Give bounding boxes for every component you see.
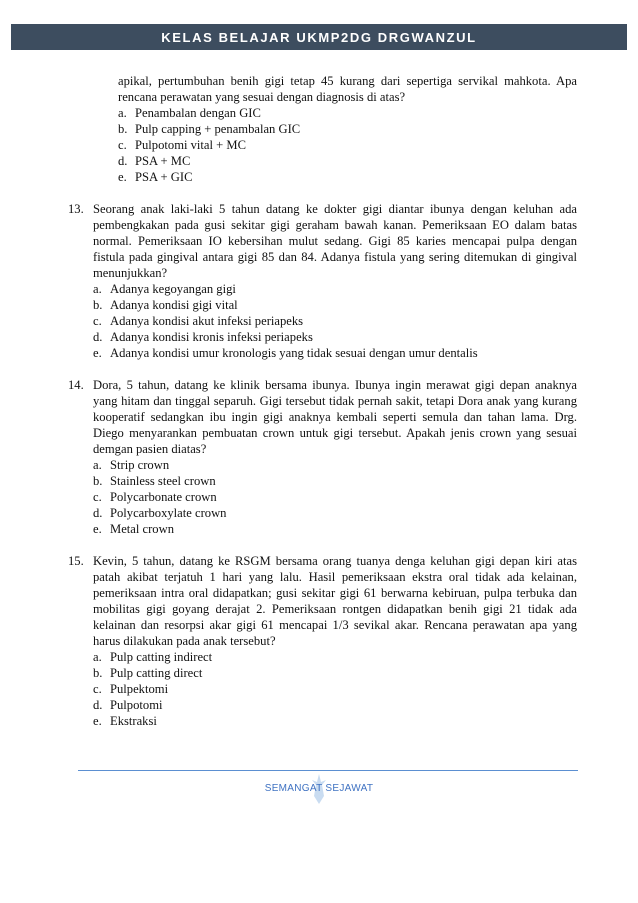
option-letter: a. [93, 458, 102, 472]
question-number: 13. [68, 202, 84, 216]
option-letter: d. [93, 698, 103, 712]
option-c [93, 313, 577, 329]
document-content [68, 73, 577, 745]
option-d [93, 505, 577, 521]
question-stem: Dora, 5 tahun, datang ke klinik bersama ibunya. Ibunya ingin merawat gigi depan anaknya yang hitam dan tinggal separuh. Gigi tersebut tidak pernah sakit, tetapi Dora anak yang kurang kooperatif sedangkan ibu ingin gigi anaknya kembali seperti semula dan tahan lama. Drg. Diego menyarankan pembuatan crown untuk gigi tersebut. Apakah jenis crown yang sesuai demgan pasien diatas? [93, 378, 577, 456]
option-text: Adanya kegoyangan gigi [110, 282, 236, 296]
option-e [93, 345, 577, 361]
option-a [93, 649, 577, 665]
option-text: Adanya kondisi umur kronologis yang tidak sesuai dengan umur dentalis [110, 346, 478, 360]
option-letter: a. [118, 106, 127, 120]
question-stem: apikal, pertumbuhan benih gigi tetap 45 kurang dari sepertiga servikal mahkota. Apa rencana perawatan yang sesuai dengan diagnosis di atas? [118, 74, 577, 104]
option-text: Polycarbonate crown [110, 490, 217, 504]
option-text: Pulp catting indirect [110, 650, 213, 664]
option-text: Pulpotomi vital + MC [135, 138, 247, 152]
option-letter: e. [93, 522, 102, 536]
question-number: 15. [68, 554, 84, 568]
option-letter: b. [93, 474, 103, 488]
option-letter: e. [93, 714, 102, 728]
option-letter: c. [93, 682, 102, 696]
option-letter: e. [93, 346, 102, 360]
option-text: Stainless steel crown [110, 474, 216, 488]
footer-divider [78, 770, 578, 771]
option-text: Pulpotomi [110, 698, 163, 712]
option-letter: c. [93, 490, 102, 504]
option-letter: c. [118, 138, 127, 152]
option-letter: d. [118, 154, 128, 168]
option-text: PSA + MC [135, 154, 191, 168]
option-letter: e. [118, 170, 127, 184]
option-b [93, 297, 577, 313]
option-a [93, 281, 577, 297]
option-text: Pulp capping + penambalan GIC [135, 122, 301, 136]
question-stem: Kevin, 5 tahun, datang ke RSGM bersama orang tuanya denga keluhan gigi depan kiri atas patah akibat terjatuh 1 hari yang lalu. Hasil pemeriksaan ekstra oral tidak ada kelainan, pemeriksaan intra oral didapatkan; gusi sekitar gigi 61 berwarna kebiruan, pulpa terbuka dan mobilitas gigi goyang derajat 2. Pemeriksaan rontgen didapatkan benih gigi 21 tidak ada kelainan dan resorpsi akar gigi 61 mencapai 1/3 sevikal akar. Rencana perawatan apa yang harus dilakukan pada anak tersebut? [93, 554, 577, 648]
option-text: Strip crown [110, 458, 170, 472]
question-number: 14. [68, 378, 84, 392]
question-13 [68, 201, 577, 361]
option-text: Penambalan dengan GIC [135, 106, 261, 120]
question-12-continuation [93, 73, 577, 185]
option-a [93, 457, 577, 473]
option-letter: b. [93, 298, 103, 312]
option-c [93, 489, 577, 505]
option-letter: d. [93, 506, 103, 520]
option-letter: b. [118, 122, 128, 136]
option-letter: a. [93, 650, 102, 664]
option-a [118, 105, 577, 121]
option-text: Metal crown [110, 522, 174, 536]
option-letter: c. [93, 314, 102, 328]
option-b [93, 665, 577, 681]
option-d [93, 697, 577, 713]
option-text: Pulpektomi [110, 682, 169, 696]
option-b [93, 473, 577, 489]
option-b [118, 121, 577, 137]
option-c [118, 137, 577, 153]
option-e [93, 521, 577, 537]
option-text: Adanya kondisi akut infeksi periapeks [110, 314, 304, 328]
option-e [118, 169, 577, 185]
option-text: Polycarboxylate crown [110, 506, 227, 520]
header-bar [11, 24, 627, 50]
option-letter: b. [93, 666, 103, 680]
option-d [118, 153, 577, 169]
option-e [93, 713, 577, 729]
footer-text: SEMANGAT SEJAWAT [264, 783, 374, 794]
question-14 [68, 377, 577, 537]
option-c [93, 681, 577, 697]
option-d [93, 329, 577, 345]
option-text: Adanya kondisi gigi vital [110, 298, 238, 312]
option-letter: d. [93, 330, 103, 344]
option-letter: a. [93, 282, 102, 296]
option-text: PSA + GIC [135, 170, 193, 184]
header-title: KELAS BELAJAR UKMP2DG DRGWANZUL [161, 29, 477, 45]
option-text: Adanya kondisi kronis infeksi periapeks [110, 330, 313, 344]
option-text: Ekstraksi [110, 714, 157, 728]
question-15 [68, 553, 577, 729]
question-stem: Seorang anak laki-laki 5 tahun datang ke dokter gigi diantar ibunya dengan keluhan ada pembengkakan pada gusi sekitar gigi geraham bawah kanan. Pemeriksaan EO dalam batas normal. Pemeriksaan IO kebersihan mulut sedang. Gigi 85 karies mencapai pulpa dengan fistula pada gingival antara gigi 85 dan 84. Adanya fistula yang sering ditemukan di gingival menunjukkan? [93, 202, 577, 280]
option-text: Pulp catting direct [110, 666, 203, 680]
